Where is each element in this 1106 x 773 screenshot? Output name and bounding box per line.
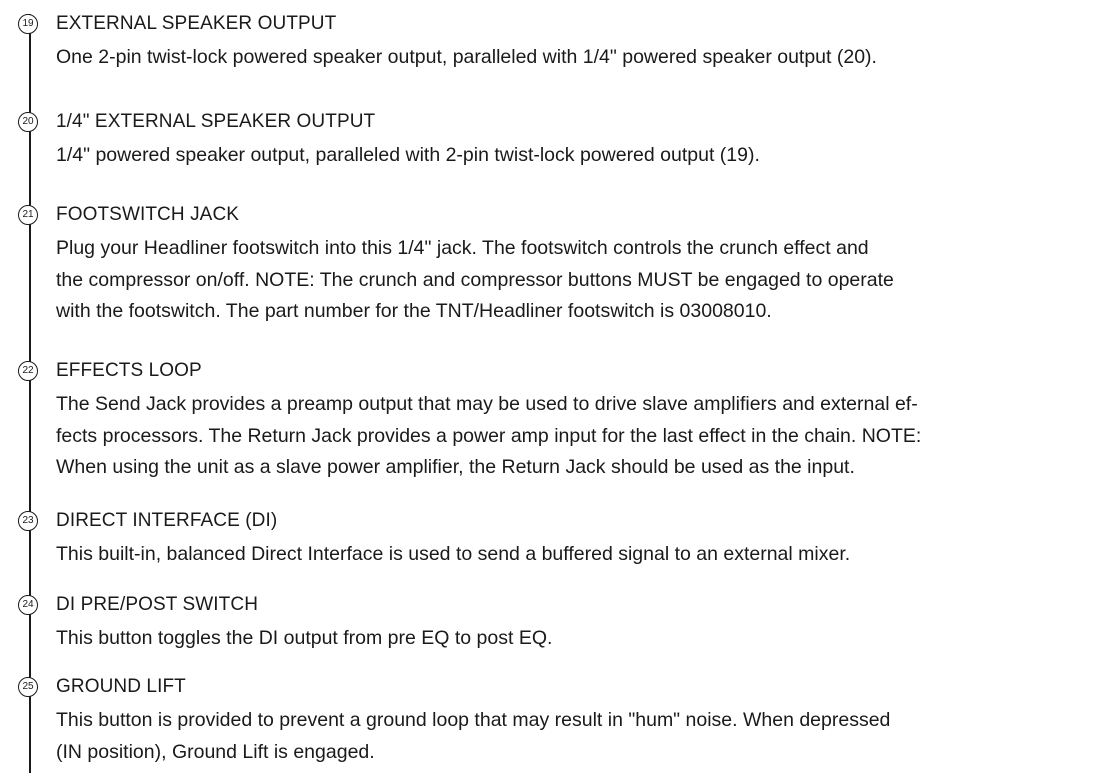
item-number-badge: 23	[18, 511, 38, 531]
item-title: EXTERNAL SPEAKER OUTPUT	[56, 13, 337, 34]
item-description	[56, 389, 1101, 484]
item-description	[56, 140, 1101, 172]
item-title: GROUND LIFT	[56, 676, 186, 697]
item-title: 1/4" EXTERNAL SPEAKER OUTPUT	[56, 111, 376, 132]
item-number-badge: 20	[18, 112, 38, 132]
description-line: This built-in, balanced Direct Interface is used to send a buffered signal to an external mixer.	[56, 543, 851, 565]
item-number-badge: 19	[18, 14, 38, 34]
item-number-badge: 24	[18, 595, 38, 615]
item-description	[56, 539, 1101, 571]
item-description	[56, 233, 1101, 328]
description-line: 1/4" powered speaker output, paralleled with 2-pin twist-lock powered output (19).	[56, 144, 760, 166]
item-title: DI PRE/POST SWITCH	[56, 594, 259, 615]
description-line: with the footswitch. The part number for the TNT/Headliner footswitch is 03008010.	[56, 300, 772, 322]
description-line: (IN position), Ground Lift is engaged.	[56, 740, 375, 763]
item-description	[56, 623, 1101, 655]
item-number-badge: 21	[18, 205, 38, 225]
description-line: Plug your Headliner footswitch into this 1/4" jack. The footswitch controls the crunch effect and	[56, 237, 869, 259]
description-line: the compressor on/off. NOTE: The crunch and compressor buttons MUST be engaged to operate	[56, 268, 894, 291]
item-description	[56, 42, 1101, 74]
description-line: fects processors. The Return Jack provides a power amp input for the last effect in the chain. NOTE:	[56, 424, 922, 447]
description-line: One 2-pin twist-lock powered speaker output, paralleled with 1/4" powered speaker output (20).	[56, 46, 877, 68]
item-description	[56, 705, 1101, 768]
item-number-badge: 22	[18, 361, 38, 381]
description-line: This button is provided to prevent a ground loop that may result in "hum" noise. When depressed	[56, 709, 891, 731]
description-line: When using the unit as a slave power amplifier, the Return Jack should be used as the input.	[56, 456, 855, 478]
description-line: The Send Jack provides a preamp output that may be used to drive slave amplifiers and external ef-	[56, 393, 918, 415]
description-line: This button toggles the DI output from pre EQ to post EQ.	[56, 627, 553, 649]
item-number-badge: 25	[18, 677, 38, 697]
item-title: DIRECT INTERFACE (DI)	[56, 510, 278, 531]
item-title: EFFECTS LOOP	[56, 360, 202, 381]
item-title: FOOTSWITCH JACK	[56, 204, 240, 225]
